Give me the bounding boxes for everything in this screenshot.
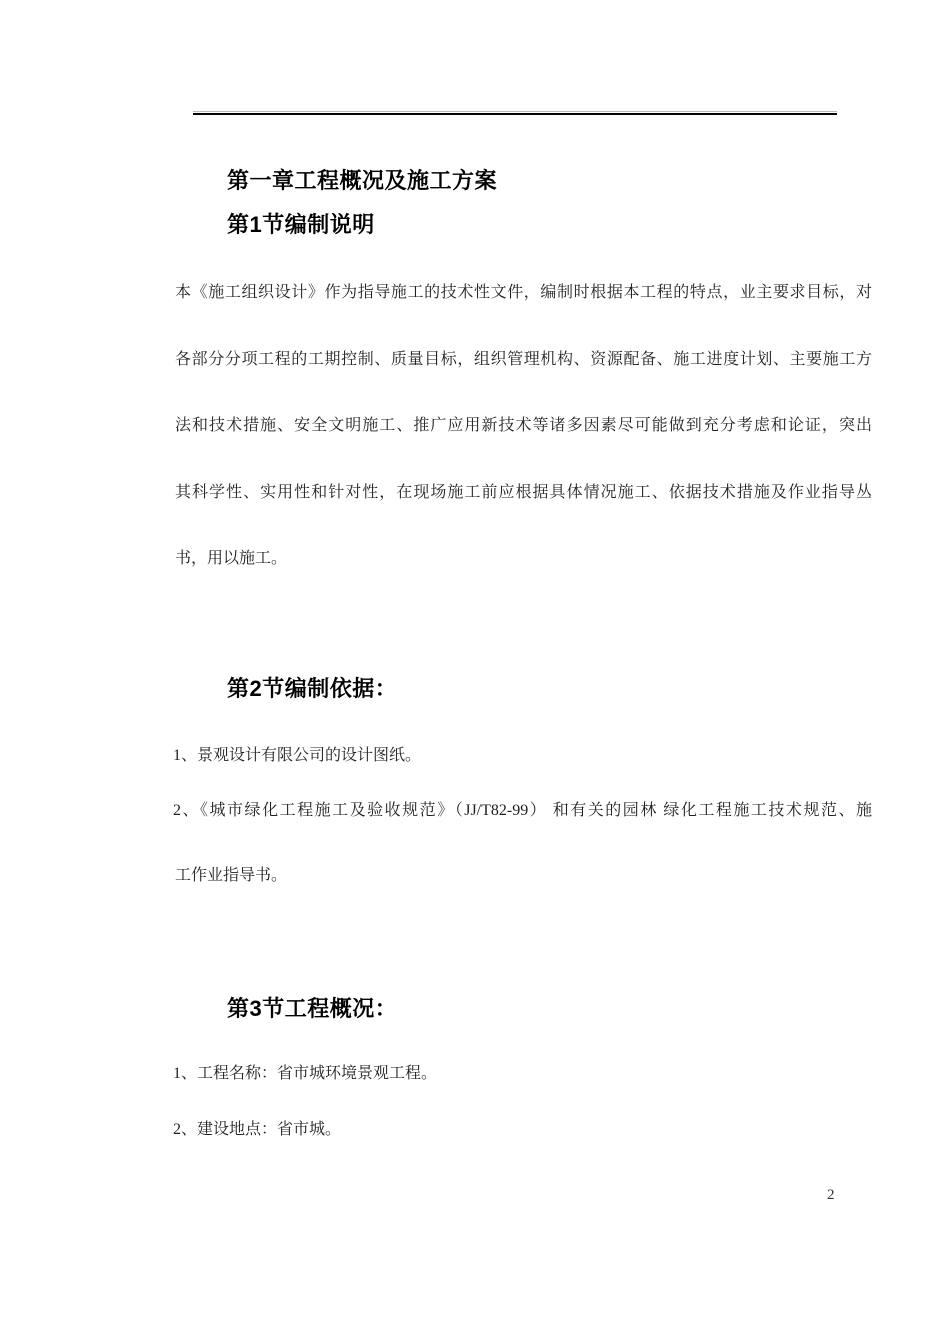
- list-item-line: 2、《城市绿化工程施工及验收规范》（JJ/T82-99） 和有关的园林 绿化工程施工技术规范、施: [173, 802, 872, 819]
- section3-heading: 第3节工程概况：: [227, 996, 398, 1021]
- list-item: 1、工程名称：省市城环境景观工程。: [173, 1065, 438, 1082]
- section2-heading: 第2节编制依据：: [227, 676, 398, 701]
- list-item: 2、建设地点：省市城。: [173, 1121, 342, 1138]
- paragraph-line: 各部分分项工程的工期控制、质量目标，组织管理机构、资源配备、施工进度计划、主要施工方: [175, 351, 872, 368]
- paragraph-line: 法和技术措施、安全文明施工、推广应用新技术等诸多因素尽可能做到充分考虑和论证，突出: [175, 417, 872, 434]
- list-item: 1、景观设计有限公司的设计图纸。: [173, 747, 422, 764]
- section1-heading: 第1节编制说明: [227, 212, 375, 237]
- paragraph-line: 书，用以施工。: [175, 550, 288, 567]
- header-rule-shadow: [193, 111, 837, 112]
- page-number: 2: [827, 1187, 835, 1203]
- paragraph-line: 其科学性、实用性和针对性，在现场施工前应根据具体情况施工、依据技术措施及作业指导丛: [175, 484, 872, 501]
- paragraph-line: 本《施工组织设计》作为指导施工的技术性文件，编制时根据本工程的特点，业主要求目标，对: [175, 284, 872, 301]
- chapter-heading: 第一章工程概况及施工方案: [227, 168, 498, 193]
- list-item-line: 工作业指导书。: [175, 867, 288, 884]
- header-rule: [193, 113, 837, 115]
